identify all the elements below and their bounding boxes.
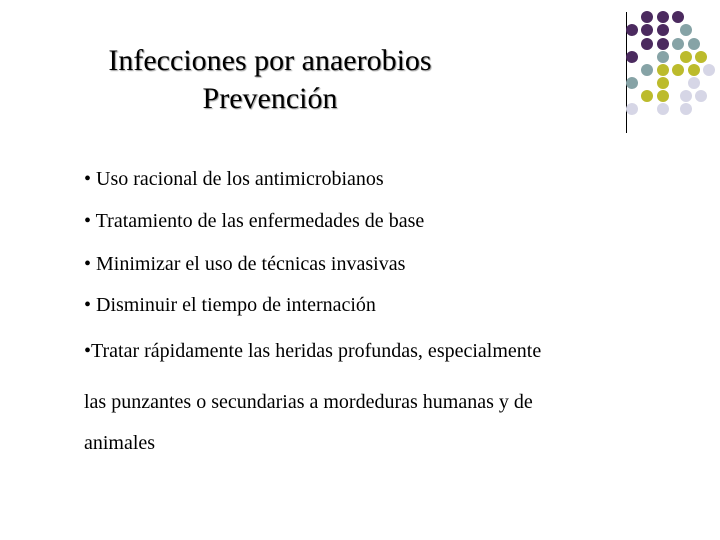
bullet-item: • Minimizar el uso de técnicas invasivas <box>84 253 406 275</box>
dot-olive <box>657 64 669 76</box>
dot-lavender <box>626 103 638 115</box>
dot-teal <box>626 77 638 89</box>
dot-lavender <box>680 90 692 102</box>
dot-purple <box>657 24 669 36</box>
dot-purple <box>626 51 638 63</box>
dot-lavender <box>657 103 669 115</box>
bullet-line: animales <box>84 432 156 454</box>
dot-olive <box>657 77 669 89</box>
dot-purple <box>672 11 684 23</box>
dot-purple <box>626 24 638 36</box>
dot-lavender <box>703 64 715 76</box>
dot-olive <box>695 51 707 63</box>
dot-lavender <box>695 90 707 102</box>
dot-purple <box>641 11 653 23</box>
bullet-line: las punzantes o secundarias a mordeduras humanas y de <box>84 391 533 413</box>
dot-teal <box>641 64 653 76</box>
dot-olive <box>672 64 684 76</box>
dot-olive <box>657 90 669 102</box>
dot-purple <box>657 11 669 23</box>
bullet-item-multiline <box>84 341 541 464</box>
dot-teal <box>657 51 669 63</box>
dot-olive <box>688 64 700 76</box>
dot-teal <box>688 38 700 50</box>
dot-purple <box>641 24 653 36</box>
dot-purple <box>641 38 653 50</box>
dot-olive <box>680 51 692 63</box>
slide-title-line-2: Prevención <box>202 82 338 115</box>
bullet-item: • Disminuir el tiempo de internación <box>84 294 376 316</box>
dot-teal <box>680 24 692 36</box>
bullet-line: •Tratar rápidamente las heridas profundas, especialmente <box>84 340 542 362</box>
dot-teal <box>672 38 684 50</box>
dot-lavender <box>680 103 692 115</box>
dot-olive <box>641 90 653 102</box>
dot-purple <box>657 38 669 50</box>
dot-lavender <box>688 77 700 89</box>
slide-title-line-1: Infecciones por anaerobios <box>108 44 432 77</box>
bullet-item: • Uso racional de los antimicrobianos <box>84 168 384 190</box>
bullet-item: • Tratamiento de las enfermedades de base <box>84 210 425 232</box>
